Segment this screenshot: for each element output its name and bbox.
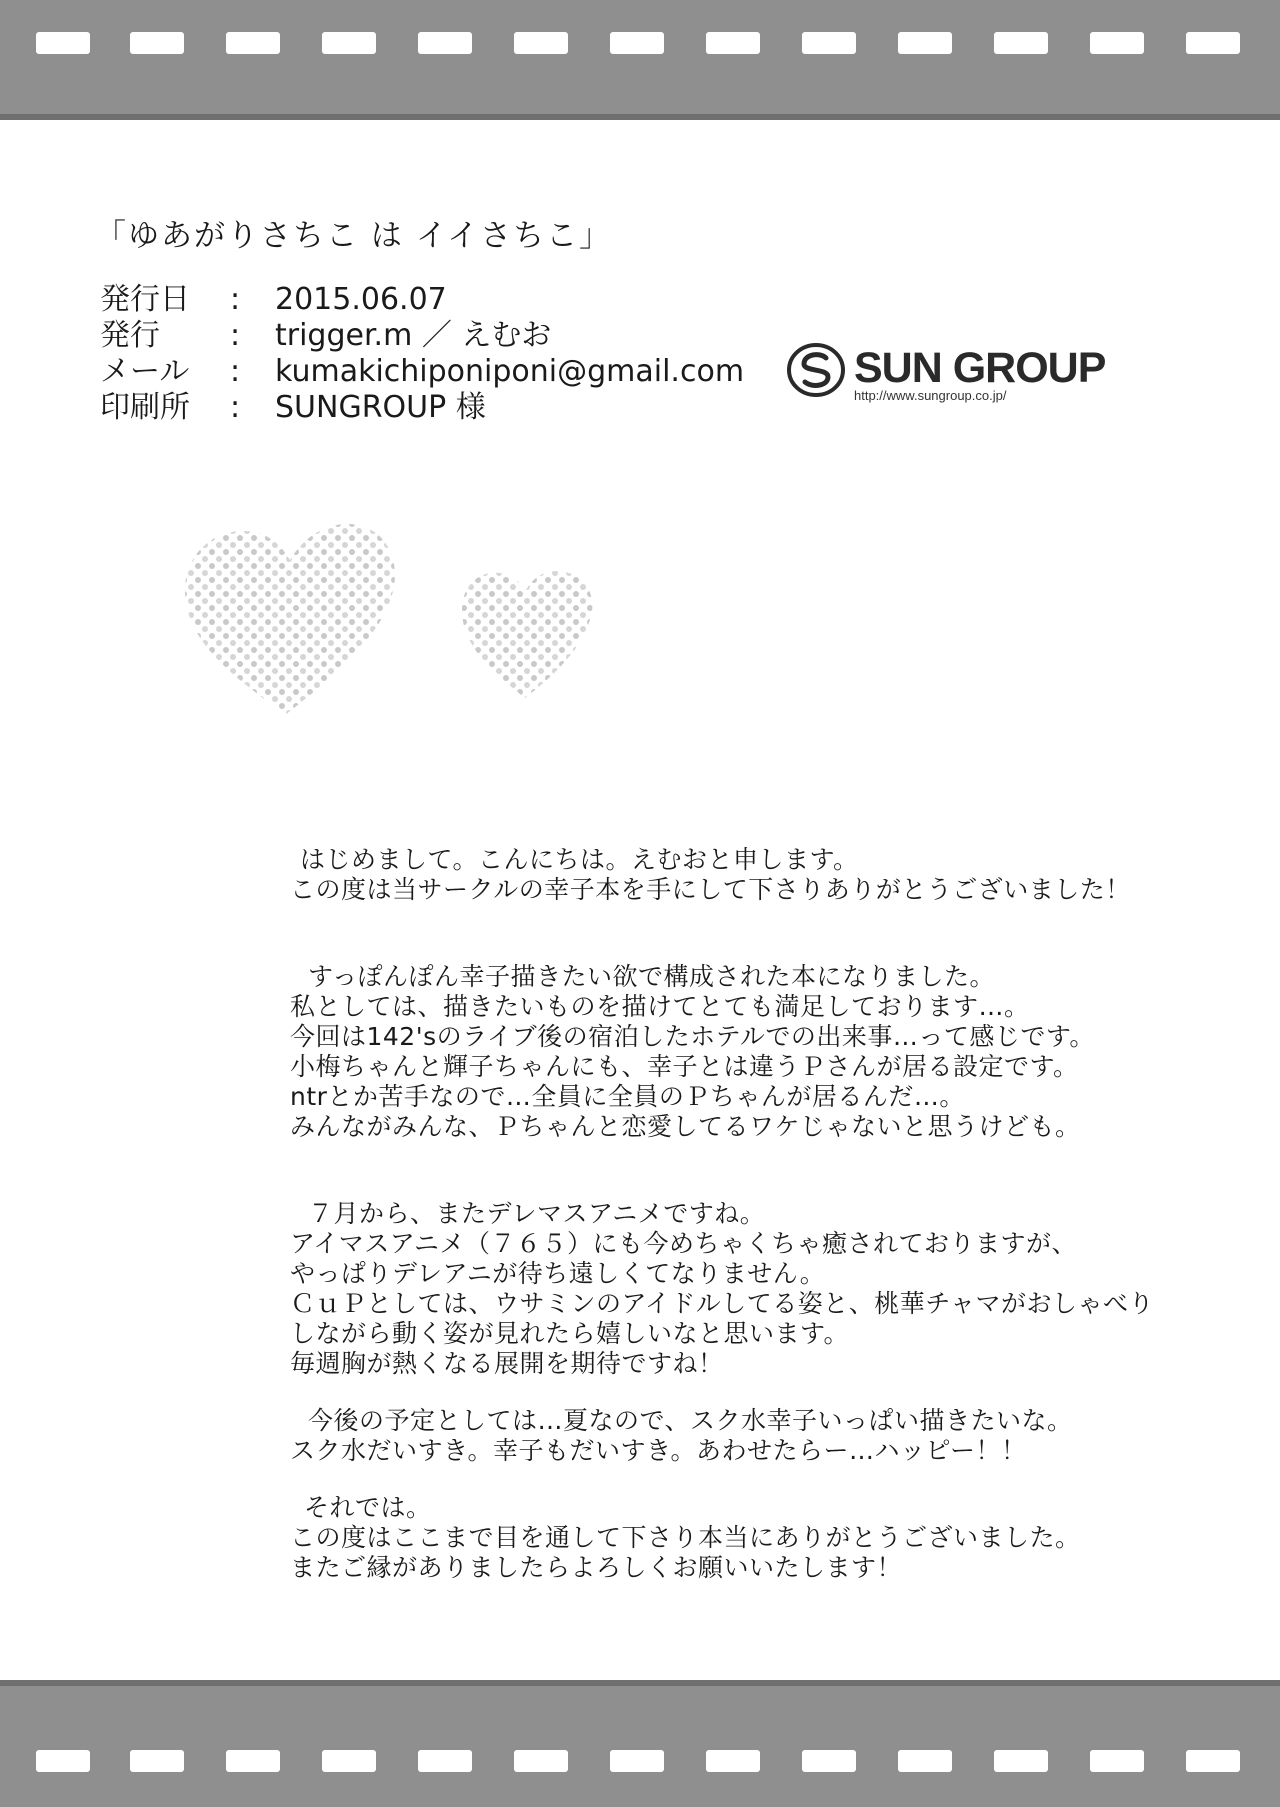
perforation (610, 32, 664, 54)
colophon-sep: : (230, 282, 241, 317)
perforation (610, 1750, 664, 1772)
afterword-line: 私としては、描きたいものを描けてとても満足しております…。 (290, 992, 1030, 1021)
perforation (322, 1750, 376, 1772)
logo-name: SUN GROUP (854, 344, 1106, 392)
colophon-row-date (100, 280, 447, 320)
perforation (514, 1750, 568, 1772)
afterword-line: 今回は142'sのライブ後の宿泊したホテルでの出来事…って感じです。 (290, 1022, 1095, 1051)
colophon-label: メール (100, 354, 190, 389)
afterword-line: 毎週胸が熱くなる展開を期待ですね！ (290, 1349, 724, 1378)
perforation (130, 1750, 184, 1772)
perforation (1186, 32, 1240, 54)
colophon-sep: : (230, 318, 241, 353)
perforation (130, 32, 184, 54)
afterword-line: ntrとか苦手なので…全員に全員のＰちゃんが居るんだ…。 (290, 1082, 965, 1111)
perforation (994, 32, 1048, 54)
colophon-row-printer (100, 388, 486, 428)
perforation (226, 1750, 280, 1772)
afterword-line: ７月から、またデレマスアニメですね。 (308, 1199, 766, 1228)
afterword-paragraph (290, 962, 1250, 1142)
colophon-value: SUNGROUP 様 (275, 390, 486, 425)
perforation (706, 32, 760, 54)
band-edge (0, 114, 1280, 120)
perforation (514, 32, 568, 54)
colophon-sep: : (230, 390, 241, 425)
perforation (418, 32, 472, 54)
bottom-border-band (0, 1680, 1280, 1807)
decorative-hearts (180, 520, 620, 720)
afterword-line: しながら動く姿が見れたら嬉しいなと思います。 (290, 1319, 850, 1348)
logo-url: http://www.sungroup.co.jp/ (854, 388, 1007, 403)
heart-pattern-small-icon (462, 571, 592, 698)
afterword-paragraph (290, 845, 1250, 905)
afterword-line: 小梅ちゃんと輝子ちゃんにも、幸子とは違うＰさんが居る設定です。 (290, 1052, 1079, 1081)
afterword-paragraph (290, 1406, 1250, 1466)
perforation (418, 1750, 472, 1772)
afterword-line: 今後の予定としては…夏なので、スク水幸子いっぱい描きたいな。 (308, 1406, 1073, 1435)
afterword (290, 845, 1250, 1583)
colophon-value: trigger.m ／ えむお (275, 318, 552, 353)
colophon-row-publisher (100, 316, 551, 356)
book-title: 「ゆあがりさちこ は イイさちこ」 (95, 218, 613, 254)
afterword-line: アイマスアニメ（７６５）にも今めちゃくちゃ癒されておりますが、 (290, 1229, 1078, 1258)
band-edge (0, 1680, 1280, 1686)
colophon-row-email (100, 352, 744, 392)
perforation (36, 1750, 90, 1772)
heart-pattern-large-icon (185, 524, 395, 715)
afterword-line: またご縁がありましたらよろしくお願いいたします！ (290, 1553, 903, 1582)
afterword-paragraph (290, 1199, 1250, 1379)
perforation (898, 32, 952, 54)
perforation (994, 1750, 1048, 1772)
colophon-label: 発行日 (100, 282, 190, 317)
perforation (706, 1750, 760, 1772)
perforation (1186, 1750, 1240, 1772)
afterword-line: やっぱりデレアニが待ち遠しくてなりません。 (290, 1259, 826, 1288)
afterword-line: それでは。 (304, 1493, 432, 1522)
perforation (36, 32, 90, 54)
perforation (898, 1750, 952, 1772)
afterword-paragraph (290, 1493, 1250, 1583)
perforation (226, 32, 280, 54)
afterword-line: すっぽんぽん幸子描きたい欲で構成された本になりました。 (308, 962, 996, 991)
afterword-line: この度は当サークルの幸子本を手にして下さりありがとうございました！ (290, 875, 1131, 904)
perforation (322, 32, 376, 54)
afterword-line: スク水だいすき。幸子もだいすき。あわせたらー…ハッピー！！ (290, 1436, 1027, 1465)
colophon-sep: : (230, 354, 241, 389)
top-border-band (0, 0, 1280, 120)
perforation (1090, 1750, 1144, 1772)
perforation (802, 32, 856, 54)
colophon-label: 発行 (100, 318, 160, 353)
colophon-value: 2015.06.07 (275, 282, 447, 317)
colophon-email-value: kumakichiponiponi@gmail.com (275, 354, 745, 389)
afterword-line: この度はここまで目を通して下さり本当にありがとうございました。 (290, 1523, 1081, 1552)
afterword-line: はじめまして。こんにちは。えむおと申します。 (300, 845, 859, 874)
sungroup-logo-mark-icon (786, 340, 846, 400)
afterword-line: ＣｕＰとしては、ウサミンのアイドルしてる姿と、桃華チャマがおしゃべり (290, 1289, 1155, 1318)
afterword-line: みんながみんな、Ｐちゃんと恋愛してるワケじゃないと思うけども。 (290, 1112, 1081, 1141)
perforation (1090, 32, 1144, 54)
sungroup-logo (786, 340, 1106, 410)
perforation (802, 1750, 856, 1772)
colophon-label: 印刷所 (100, 390, 190, 425)
